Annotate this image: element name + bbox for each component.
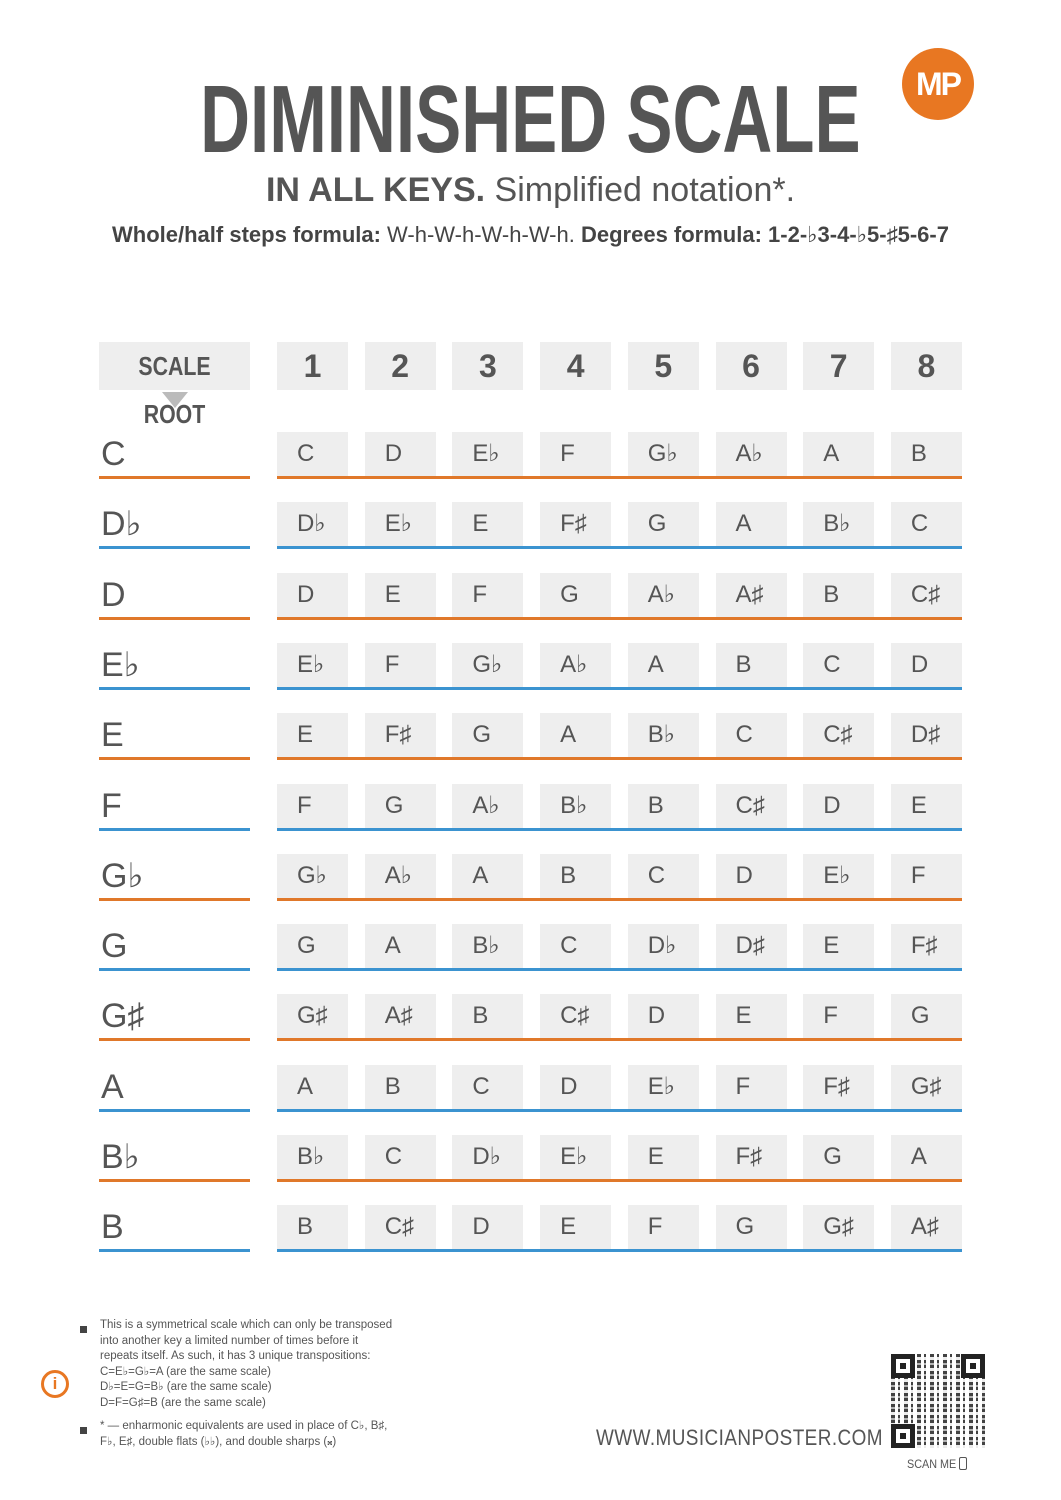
row-underline <box>99 687 250 690</box>
note-cell: D♯ <box>716 924 787 968</box>
note-cell: B <box>628 784 699 828</box>
row-underline <box>277 617 962 620</box>
phone-icon <box>959 1457 967 1470</box>
note-cell: F♯ <box>891 924 962 968</box>
page-title: DIMINISHED SCALE <box>200 66 861 173</box>
row-underline <box>277 1038 962 1041</box>
footnote-bullet <box>80 1326 87 1333</box>
note-cell: A♭ <box>365 854 436 898</box>
table-row <box>0 922 1061 972</box>
footnote-enharmonic <box>100 1419 440 1450</box>
row-underline <box>99 546 250 549</box>
note-cell: E <box>452 502 523 546</box>
note-cell: F <box>891 854 962 898</box>
note-cell: C♯ <box>891 573 962 617</box>
table-row <box>0 500 1061 550</box>
note-cell: C <box>365 1135 436 1179</box>
table-row <box>0 711 1061 761</box>
note-cell: C <box>628 854 699 898</box>
note-cell: G <box>628 502 699 546</box>
note-cell: D <box>540 1065 611 1109</box>
table-row <box>0 1133 1061 1183</box>
footnote-line: C=E♭=G♭=A (are the same scale) <box>100 1365 271 1378</box>
row-underline <box>99 1109 250 1112</box>
footnote-symmetry <box>100 1318 440 1411</box>
degree-header-8: 8 <box>891 342 962 390</box>
note-cell: G♯ <box>891 1065 962 1109</box>
note-cell: G♯ <box>803 1205 874 1249</box>
scale-root-header <box>99 342 250 429</box>
steps-formula-value: W-h-W-h-W-h-W-h. <box>380 222 581 247</box>
note-cell: E♭ <box>628 1065 699 1109</box>
row-underline <box>277 898 962 901</box>
note-cell: D♯ <box>891 713 962 757</box>
note-cell: F♯ <box>540 502 611 546</box>
scale-root-header-text: SCALE ROOT <box>138 351 211 429</box>
footnote-line: F♭, E♯, double flats (♭♭), and double sharps (𝄪) <box>100 1435 337 1448</box>
footnote-line: repeats itself. As such, it has 3 unique transpositions: <box>100 1350 371 1362</box>
note-cell: B <box>540 854 611 898</box>
logo-text: MP <box>916 66 960 102</box>
note-cell: B <box>452 994 523 1038</box>
note-cell: G <box>452 713 523 757</box>
footnote-line: * — enharmonic equivalents are used in place of C♭, B♯, <box>100 1420 388 1432</box>
note-cell: D <box>716 854 787 898</box>
footnote-bullet <box>80 1427 87 1434</box>
row-underline <box>277 687 962 690</box>
table-row <box>0 430 1061 480</box>
note-cell: A <box>803 432 874 476</box>
qr-finder <box>891 1424 915 1448</box>
scale-root-label: C <box>101 435 126 473</box>
note-cell: G♯ <box>277 994 348 1038</box>
note-cell: D <box>452 1205 523 1249</box>
row-underline <box>277 968 962 971</box>
note-cell: B♭ <box>803 502 874 546</box>
note-cell: C♯ <box>803 713 874 757</box>
note-cell: G <box>803 1135 874 1179</box>
note-cell: F <box>452 573 523 617</box>
degree-header-5: 5 <box>628 342 699 390</box>
scale-root-label: G♭ <box>101 856 144 895</box>
footnote-line: D♭=E=G=B♭ (are the same scale) <box>100 1381 272 1393</box>
row-underline <box>99 1249 250 1252</box>
note-cell: A <box>628 643 699 687</box>
table-row <box>0 571 1061 621</box>
scale-root-label: D <box>101 575 126 614</box>
scale-root-label: D♭ <box>101 505 142 544</box>
note-cell: F <box>365 643 436 687</box>
note-cell: C♯ <box>365 1205 436 1249</box>
down-arrow-icon <box>162 392 188 408</box>
note-cell: C <box>803 643 874 687</box>
note-cell: G <box>277 924 348 968</box>
note-cell: D♭ <box>628 924 699 968</box>
row-underline <box>99 968 250 971</box>
info-icon: i <box>41 1370 69 1398</box>
row-underline <box>99 828 250 831</box>
table-row <box>0 852 1061 902</box>
table-row <box>0 641 1061 691</box>
subtitle <box>0 170 1061 210</box>
note-cell: A♯ <box>365 994 436 1038</box>
degrees-formula-value: 1-2-♭3-4-♭5-♯5-6-7 <box>761 222 949 247</box>
note-cell: D <box>891 643 962 687</box>
note-cell: E <box>365 573 436 617</box>
note-cell: E <box>716 994 787 1038</box>
row-underline <box>277 546 962 549</box>
note-cell: G♭ <box>452 643 523 687</box>
note-cell: C <box>277 432 348 476</box>
note-cell: B♭ <box>540 784 611 828</box>
scale-root-label: E <box>101 716 124 755</box>
row-underline <box>99 898 250 901</box>
note-cell: E <box>803 924 874 968</box>
note-cell: D <box>365 432 436 476</box>
footnote-line: This is a symmetrical scale which can only be transposed <box>100 1319 393 1331</box>
note-cell: B <box>891 432 962 476</box>
row-underline <box>99 476 250 479</box>
note-cell: F <box>540 432 611 476</box>
degree-header-6: 6 <box>716 342 787 390</box>
note-cell: A <box>277 1065 348 1109</box>
table-row <box>0 1063 1061 1113</box>
degree-header-7: 7 <box>803 342 874 390</box>
note-cell: G <box>540 573 611 617</box>
steps-formula-label: Whole/half steps formula: <box>112 222 381 247</box>
note-cell: E♭ <box>277 643 348 687</box>
note-cell: C <box>540 924 611 968</box>
note-cell: A♭ <box>628 573 699 617</box>
note-cell: C♯ <box>540 994 611 1038</box>
scale-root-label: E♭ <box>101 645 140 684</box>
subtitle-rest: Simplified notation*. <box>485 171 796 209</box>
table-row <box>0 1203 1061 1253</box>
note-cell: A♯ <box>891 1205 962 1249</box>
row-underline <box>99 617 250 620</box>
note-cell: E <box>540 1205 611 1249</box>
row-underline <box>277 828 962 831</box>
note-cell: E <box>891 784 962 828</box>
scale-root-label: G♯ <box>101 997 145 1036</box>
note-cell: D♭ <box>277 502 348 546</box>
note-cell: F♯ <box>716 1135 787 1179</box>
row-underline <box>277 757 962 760</box>
degree-header-3: 3 <box>452 342 523 390</box>
table-row <box>0 782 1061 832</box>
note-cell: E♭ <box>540 1135 611 1179</box>
note-cell: F♯ <box>803 1065 874 1109</box>
footnote-line: into another key a limited number of times before it <box>100 1334 359 1347</box>
note-cell: C <box>716 713 787 757</box>
note-cell: E♭ <box>365 502 436 546</box>
note-cell: A <box>716 502 787 546</box>
note-cell: A <box>452 854 523 898</box>
note-cell: B <box>803 573 874 617</box>
note-cell: A <box>540 713 611 757</box>
note-cell: F <box>277 784 348 828</box>
degree-header-4: 4 <box>540 342 611 390</box>
note-cell: A <box>365 924 436 968</box>
logo <box>902 48 974 120</box>
scale-root-label: A <box>101 1067 124 1106</box>
note-cell: G <box>365 784 436 828</box>
note-cell: A♭ <box>452 784 523 828</box>
subtitle-bold: IN ALL KEYS. <box>265 171 486 209</box>
scale-root-label: F <box>101 786 122 825</box>
note-cell: G♭ <box>277 854 348 898</box>
note-cell: E♭ <box>803 854 874 898</box>
qr-finder <box>961 1354 985 1378</box>
note-cell: A♯ <box>716 573 787 617</box>
note-cell: E <box>277 713 348 757</box>
footnote-line: D=F=G♯=B (are the same scale) <box>100 1396 266 1409</box>
note-cell: F <box>716 1065 787 1109</box>
note-cell: C <box>452 1065 523 1109</box>
formula-line <box>0 221 1061 249</box>
scale-root-label: B♭ <box>101 1138 140 1176</box>
note-cell: D♭ <box>452 1135 523 1179</box>
scale-root-label: B <box>101 1208 124 1247</box>
scan-me-label: SCAN ME <box>907 1457 957 1471</box>
row-underline <box>277 1109 962 1112</box>
note-cell: E <box>628 1135 699 1179</box>
scale-root-label: G <box>101 927 128 966</box>
row-underline <box>99 1179 250 1182</box>
table-row <box>0 992 1061 1042</box>
note-cell: G♭ <box>628 432 699 476</box>
note-cell: F <box>803 994 874 1038</box>
note-cell: G <box>891 994 962 1038</box>
degrees-formula-label: Degrees formula: <box>580 222 762 247</box>
row-underline <box>277 1249 962 1252</box>
note-cell: C♯ <box>716 784 787 828</box>
note-cell: F <box>628 1205 699 1249</box>
note-cell: A <box>891 1135 962 1179</box>
note-cell: B♭ <box>452 924 523 968</box>
note-cell: F♯ <box>365 713 436 757</box>
note-cell: B♭ <box>628 713 699 757</box>
row-underline <box>277 476 962 479</box>
note-cell: A♭ <box>540 643 611 687</box>
note-cell: B <box>365 1065 436 1109</box>
note-cell: B <box>277 1205 348 1249</box>
degree-header-2: 2 <box>365 342 436 390</box>
row-underline <box>99 1038 250 1041</box>
note-cell: A♭ <box>716 432 787 476</box>
note-cell: E♭ <box>452 432 523 476</box>
note-cell: D <box>277 573 348 617</box>
note-cell: C <box>891 502 962 546</box>
degree-header-1: 1 <box>277 342 348 390</box>
note-cell: B♭ <box>277 1135 348 1179</box>
website-link[interactable]: WWW.MUSICIANPOSTER.COM <box>596 1425 883 1450</box>
note-cell: D <box>628 994 699 1038</box>
qr-finder <box>891 1354 915 1378</box>
note-cell: D <box>803 784 874 828</box>
note-cell: B <box>716 643 787 687</box>
note-cell: G <box>716 1205 787 1249</box>
row-underline <box>99 757 250 760</box>
row-underline <box>277 1179 962 1182</box>
